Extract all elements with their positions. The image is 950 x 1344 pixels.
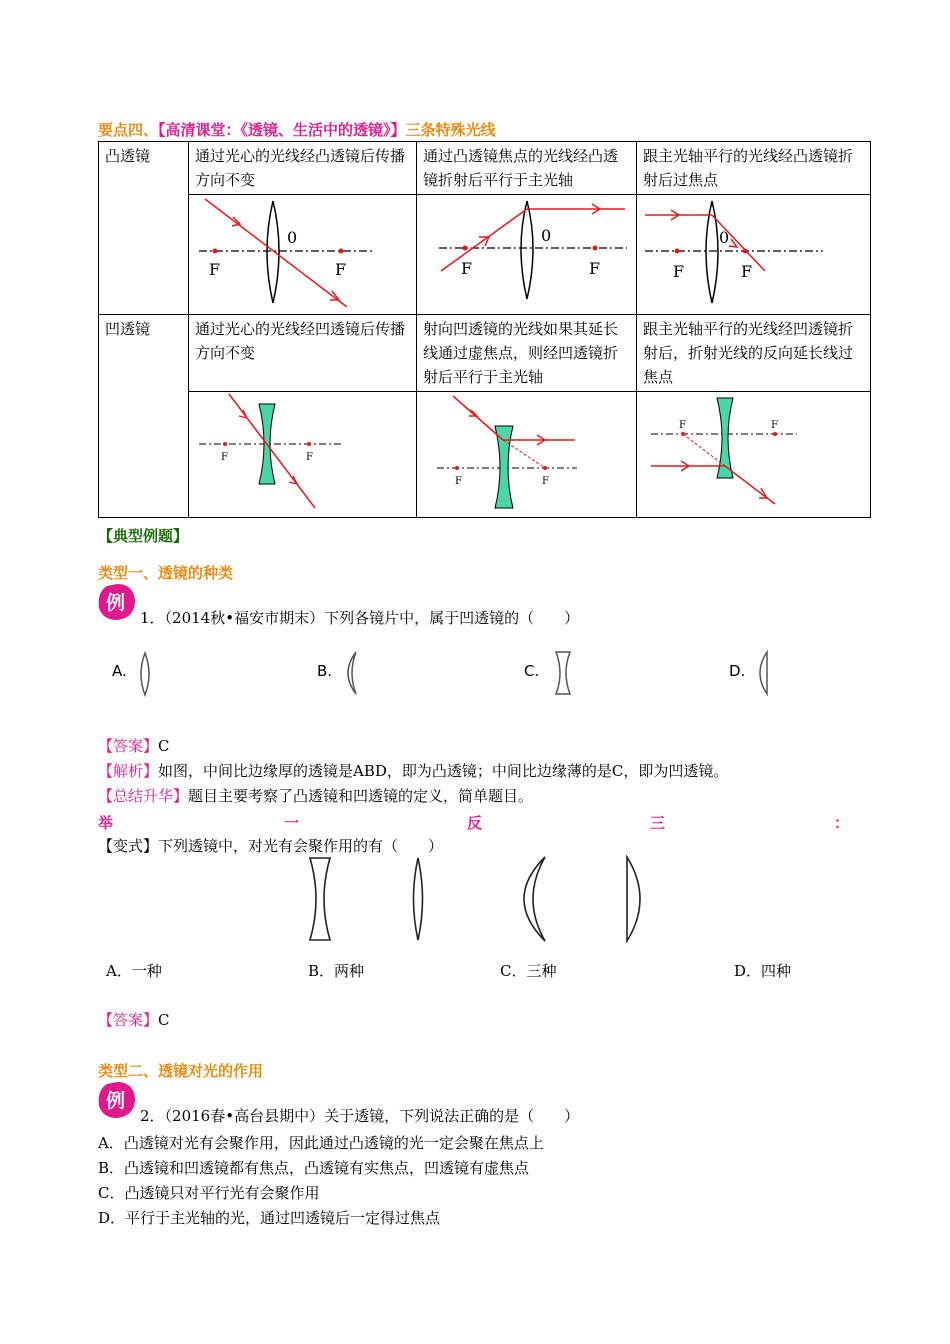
special-rays-table	[98, 141, 871, 518]
table-row	[99, 195, 871, 315]
answer-tag: 【答案】	[98, 737, 159, 755]
analysis-text: 如图，中间比边缘厚的透镜是ABD，即为凸透镜；中间比边缘薄的是C，即为凹透镜。	[158, 762, 729, 780]
jyfs-char: 三	[650, 814, 666, 832]
variant-answer	[98, 1008, 170, 1033]
lens-a-biconvex-icon	[137, 651, 153, 697]
lens-c-biconcave-icon	[553, 650, 573, 696]
svg-text:0: 0	[719, 228, 730, 247]
row-label-convex: 凸透镜	[99, 142, 189, 315]
svg-text:F: F	[306, 452, 313, 463]
diagram-cell	[417, 195, 637, 315]
section-prefix: 要点四、	[98, 121, 159, 139]
jyfs-char: 反	[467, 814, 483, 832]
convex-center-ray-diagram	[189, 195, 415, 307]
svg-text:F: F	[741, 262, 753, 281]
analysis-1	[98, 759, 728, 784]
svg-text:例: 例	[106, 1090, 126, 1112]
table-row	[99, 142, 871, 195]
svg-text:F: F	[209, 260, 221, 279]
svg-text:F: F	[771, 420, 778, 431]
table-cell: 通过凸透镜焦点的光线经凸透镜折射后平行于主光轴	[417, 142, 637, 195]
variant-option-d: D．四种	[734, 962, 792, 980]
type2-title: 类型二、透镜对光的作用	[98, 1062, 264, 1080]
variant-option-b: B．两种	[308, 962, 365, 980]
diagram-cell	[189, 392, 417, 518]
question-2-option-d: D．平行于主光轴的光，通过凹透镜后一定得过焦点	[98, 1209, 441, 1227]
question-2: 2．（2016春•高台县期中）关于透镜，下列说法正确的是（ ）	[140, 1107, 580, 1125]
table-cell: 通过光心的光线经凹透镜后传播方向不变	[189, 315, 417, 392]
lens-d-planoconvex-icon	[755, 650, 771, 696]
svg-text:F: F	[679, 420, 686, 431]
concave-center-ray-diagram	[189, 392, 415, 510]
svg-text:F: F	[221, 452, 228, 463]
section-bracket-title: 【高清课堂：《透镜、生活中的透镜》】	[158, 121, 406, 139]
table-cell: 通过光心的光线经凸透镜后传播方向不变	[189, 142, 417, 195]
lens-b-meniscus-icon	[340, 650, 360, 696]
concave-virtual-focus-ray-diagram	[417, 392, 637, 510]
jyfs-char: ：	[834, 814, 850, 832]
example-badge-icon	[97, 582, 137, 622]
summary-text: 题目主要考察了凸透镜和凹透镜的定义，简单题目。	[188, 787, 534, 805]
diagram-cell	[417, 392, 637, 518]
table-row	[99, 315, 871, 392]
variant-tag: 【变式】	[98, 837, 159, 855]
variant-option-a: A．一种	[106, 962, 162, 980]
option-a-label: A.	[112, 662, 127, 680]
table-row	[99, 392, 871, 518]
variant-question	[98, 834, 443, 859]
svg-text:例: 例	[106, 592, 126, 614]
variant-option-c: C．三种	[500, 962, 557, 980]
variant-meniscus-icon	[509, 855, 549, 943]
answer-1	[98, 734, 170, 759]
option-c-label: C.	[524, 662, 540, 680]
answer-tag: 【答案】	[98, 1011, 159, 1029]
type1-title: 类型一、透镜的种类	[98, 564, 234, 582]
diagram-cell	[189, 195, 417, 315]
question-1: 1．（2014秋•福安市期末）下列各镜片中，属于凹透镜的（ ）	[140, 609, 580, 627]
variant-biconvex-icon	[408, 856, 428, 942]
diagram-cell	[637, 195, 871, 315]
variant-planoconvex-icon	[623, 855, 645, 943]
svg-text:F: F	[673, 262, 685, 281]
svg-text:F: F	[335, 260, 347, 279]
concave-parallel-ray-diagram	[637, 392, 871, 510]
svg-text:0: 0	[287, 228, 298, 247]
table-cell: 跟主光轴平行的光线经凸透镜折射后过焦点	[637, 142, 871, 195]
summary-1	[98, 784, 533, 809]
jyfs-char: 一	[284, 814, 300, 832]
question-2-option-a: A．凸透镜对光有会聚作用，因此通过凸透镜的光一定会聚在焦点上	[98, 1134, 544, 1152]
row-label-concave: 凹透镜	[99, 315, 189, 518]
svg-text:F: F	[461, 259, 473, 278]
jyfs-char: 举	[98, 814, 114, 832]
section-suffix: 三条特殊光线	[405, 121, 496, 139]
svg-text:0: 0	[541, 226, 552, 245]
svg-text:F: F	[455, 476, 462, 487]
examples-heading: 【典型例题】	[98, 527, 189, 545]
question-2-option-b: B．凸透镜和凹透镜都有焦点，凸透镜有实焦点，凹透镜有虚焦点	[98, 1159, 530, 1177]
answer-value: C	[158, 737, 170, 755]
section-heading	[98, 119, 496, 140]
variant-biconcave-icon	[307, 856, 333, 942]
answer-value: C	[158, 1011, 170, 1029]
variant-text: 下列透镜中，对光有会聚作用的有（ ）	[158, 837, 444, 855]
example-badge-icon	[97, 1080, 137, 1120]
table-cell: 射向凹透镜的光线如果其延长线通过虚焦点，则经凹透镜折射后平行于主光轴	[417, 315, 637, 392]
svg-text:F: F	[542, 476, 549, 487]
convex-focus-ray-diagram	[417, 195, 637, 307]
convex-parallel-ray-diagram	[637, 195, 871, 307]
option-d-label: D.	[729, 662, 746, 680]
diagram-cell	[637, 392, 871, 518]
question-2-option-c: C．凸透镜只对平行光有会聚作用	[98, 1184, 320, 1202]
summary-tag: 【总结升华】	[98, 787, 189, 805]
svg-text:F: F	[589, 259, 601, 278]
table-cell: 跟主光轴平行的光线经凹透镜折射后，折射光线的反向延长线过焦点	[637, 315, 871, 392]
analysis-tag: 【解析】	[98, 762, 159, 780]
option-b-label: B.	[317, 662, 333, 680]
